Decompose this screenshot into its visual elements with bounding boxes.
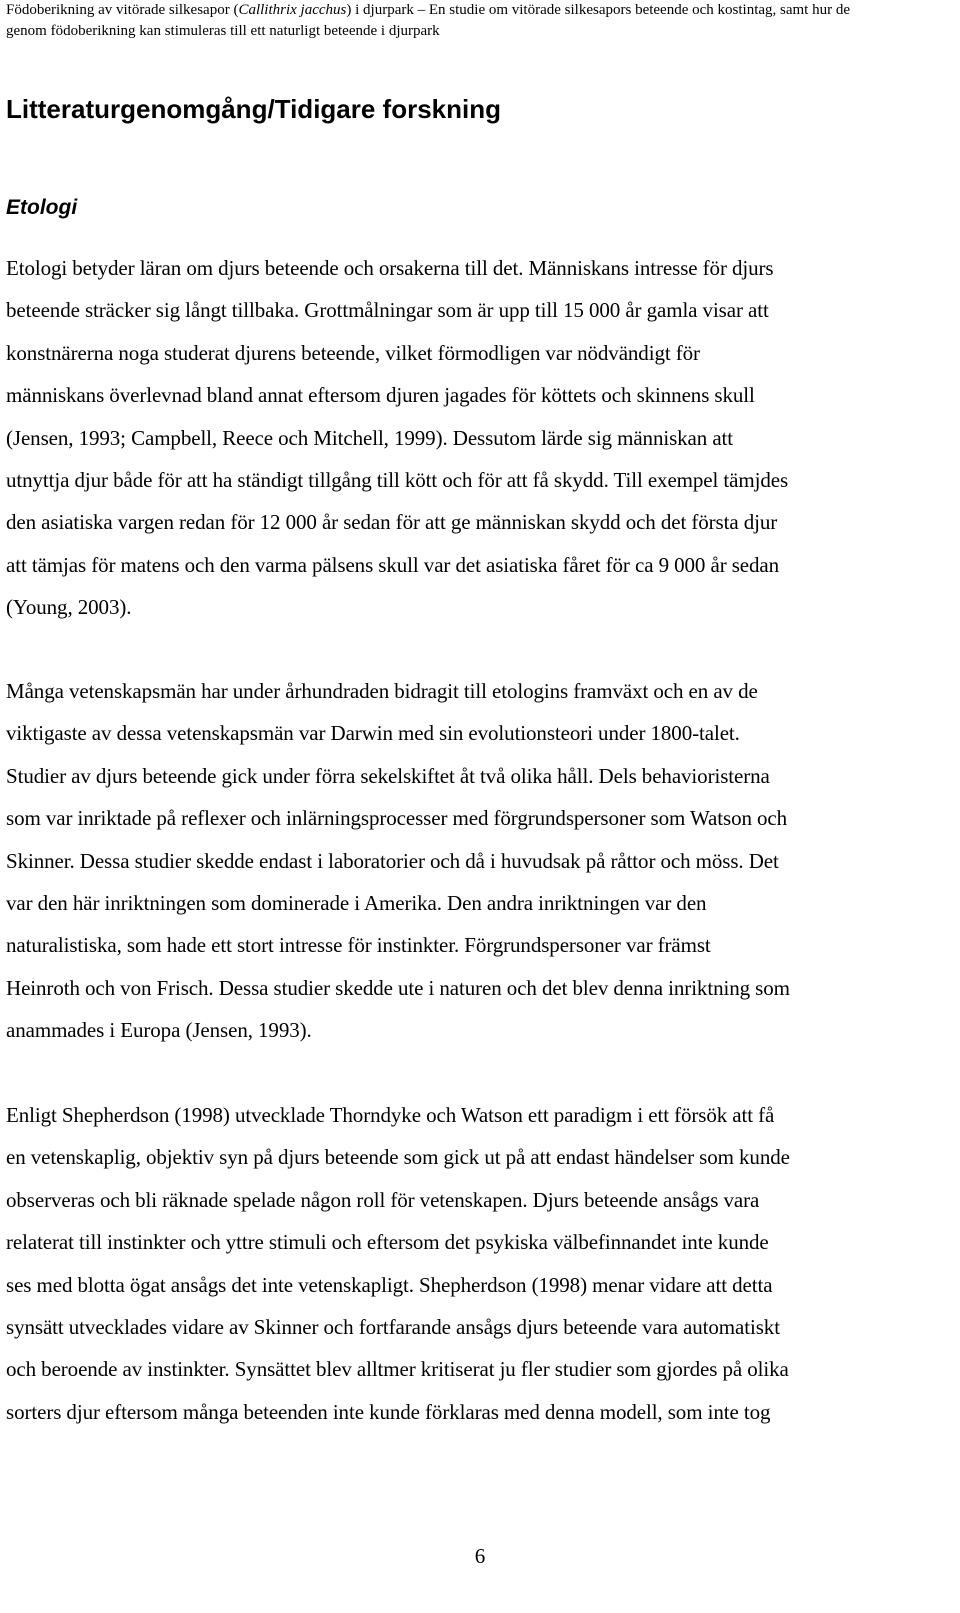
text-line: Heinroth och von Frisch. Dessa studier skedde ute i naturen och det blev denna inriktning som: [6, 975, 790, 1000]
text-line: Etologi betyder läran om djurs beteende och orsakerna till det. Människans intresse för djurs: [6, 256, 774, 280]
text-line: Skinner. Dessa studier skedde endast i laboratorier och då i huvudsak på råttor och möss. Det: [6, 848, 779, 873]
text-line: ses med blotta ögat ansågs det inte vetenskapligt. Shepherdson (1998) menar vidare att detta: [6, 1272, 773, 1297]
text-line: observeras och bli räknade spelade någon roll för vetenskapen. Djurs beteende ansågs vara: [6, 1187, 760, 1212]
text-line: sorters djur eftersom många beteenden inte kunde förklaras med denna modell, som inte tog: [6, 1399, 771, 1424]
running-header-text: Födoberikning av vitörade silkesapor (: [6, 2, 239, 18]
paragraph-1: [6, 247, 954, 629]
text-line: utnyttja djur både för att ha ständigt tillgång till kött och för att få skydd. Till exempel tämjdes: [6, 468, 789, 493]
species-name: Callithrix jacchus: [238, 2, 347, 18]
text-line: (Young, 2003).: [6, 595, 132, 620]
text-line: naturalistiska, som hade ett stort intresse för instinkter. Förgrundspersoner var främst: [6, 933, 711, 958]
text-line: den asiatiska vargen redan för 12 000 år sedan för att ge människan skydd och det första djur: [6, 510, 778, 535]
running-header-line-2: genom födoberikning kan stimuleras till ett naturligt beteende i djurpark: [6, 23, 440, 39]
text-line: konstnärerna noga studerat djurens beteende, vilket förmodligen var nödvändigt för: [6, 340, 700, 365]
text-line: en vetenskaplig, objektiv syn på djurs beteende som gick ut på att endast händelser som kunde: [6, 1145, 790, 1170]
text-line: Enligt Shepherdson (1998) utvecklade Thorndyke och Watson ett paradigm i ett försök att få: [6, 1103, 775, 1127]
subsection-heading: Etologi: [6, 196, 78, 219]
text-line: (Jensen, 1993; Campbell, Reece och Mitchell, 1999). Dessutom lärde sig människan att: [6, 425, 734, 450]
page-number: 6: [474, 1544, 486, 1568]
running-header-line-1: [6, 0, 954, 21]
text-line: relaterat till instinkter och yttre stimuli och eftersom det psykiska välbefinnandet inte kunde: [6, 1230, 769, 1255]
text-line: människans överlevnad bland annat eftersom djuren jagades för köttets och skinnens skull: [6, 383, 755, 408]
text-line: var den här inriktningen som dominerade i Amerika. Den andra inriktningen var den: [6, 891, 707, 916]
running-header-text: ) i djurpark – En studie om vitörade silkesapors beteende och kostintag, samt hur de: [346, 2, 851, 18]
paragraph-3: [6, 1094, 954, 1433]
text-line: och beroende av instinkter. Synsättet blev alltmer kritiserat ju fler studier som gjordes på olika: [6, 1357, 789, 1382]
text-line: Studier av djurs beteende gick under förra sekelskiftet åt två olika håll. Dels behavioristerna: [6, 763, 770, 788]
text-line: beteende sträcker sig långt tillbaka. Grottmålningar som är upp till 15 000 år gamla visar att: [6, 298, 769, 323]
text-line: Många vetenskapsmän har under århundraden bidragit till etologins framväxt och en av de: [6, 679, 758, 703]
text-line: viktigaste av dessa vetenskapsmän var Darwin med sin evolutionsteori under 1800-talet.: [6, 721, 740, 746]
running-header: [6, 0, 954, 42]
text-line: synsätt utvecklades vidare av Skinner och fortfarande ansågs djurs beteende vara automatiskt: [6, 1315, 780, 1340]
section-heading: Litteraturgenomgång/Tidigare forskning: [6, 94, 502, 124]
text-line: som var inriktade på reflexer och inlärningsprocesser med förgrundspersoner som Watson och: [6, 806, 788, 831]
text-line: anammades i Europa (Jensen, 1993).: [6, 1018, 312, 1043]
text-line: att tämjas för matens och den varma pälsens skull var det asiatiska fåret för ca 9 000 år sedan: [6, 552, 780, 577]
paragraph-2: [6, 670, 954, 1052]
